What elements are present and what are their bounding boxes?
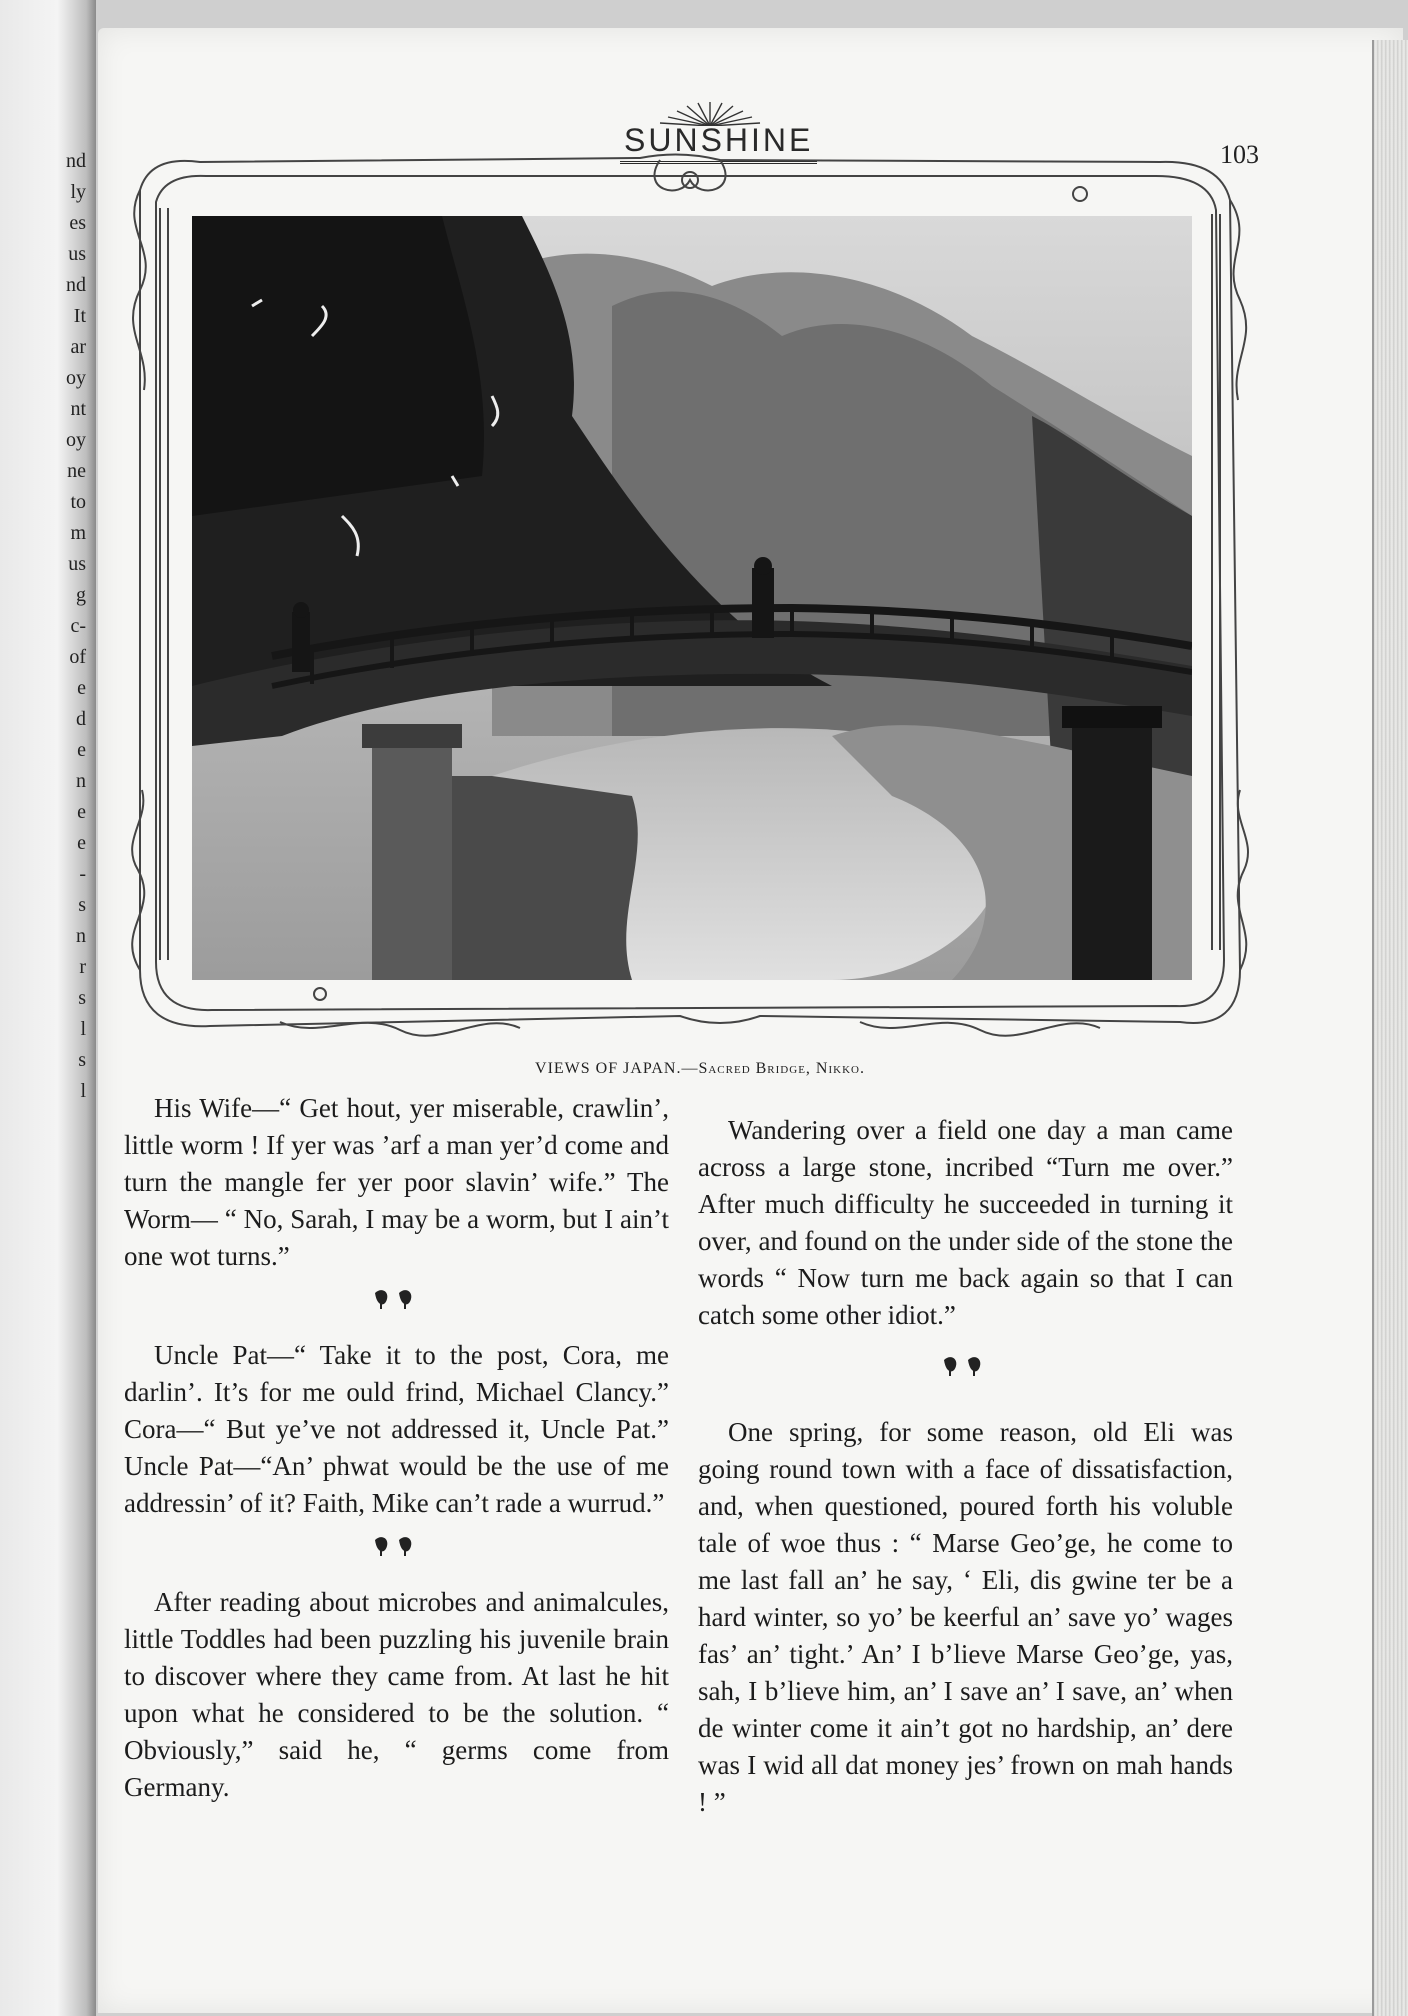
- joke-toddles: After reading about microbes and animalcules, little Toddles had been puzzling his juvenile brain to discover where they came from. At last he hit upon what he considered to be the solution. “ Obviously,” said he, “ germs come from Germany.: [124, 1587, 669, 1802]
- facing-page-text-fragment: nd: [66, 274, 86, 296]
- facing-page-text-fragment: es: [69, 212, 86, 234]
- left-column: [124, 1090, 669, 1806]
- facing-page-text-fragment: e: [77, 739, 86, 761]
- facing-page-text-fragment: of: [69, 646, 86, 668]
- facing-page-text-fragment: n: [76, 770, 86, 792]
- facing-page-text-fragment: nt: [70, 398, 86, 420]
- joke-old-eli: One spring, for some reason, old Eli was going round town with a face of dissatisfaction, and, when questioned, poured forth his voluble tale of woe thus : “ Marse Geo’ge, he come to me last fall an’ he say, ‘ Eli, dis gwine ter be a hard winter, so yo’ be keerful an’ save yo’ wages fas’ an’ tight.’ An’ I b’lieve Marse Geo’ge, yas, sah, I b’lieve him, an’ I save an’ I save, an’ when de winter come it ain’t got no hardship, an’ dere was I wid all dat money jes’ frown on mah hands ! ”: [698, 1417, 1233, 1817]
- masthead-title: SUNSHINE: [620, 122, 817, 164]
- section-divider: [698, 1352, 1233, 1392]
- facing-page-text-fragment: n: [76, 925, 86, 947]
- page-number: 103: [1220, 140, 1259, 169]
- joke-uncle-pat: Uncle Pat—“ Take it to the post, Cora, me darlin’. It’s for me ould frind, Michael Clancy.” Cora—“ But ye’ve not addressed it, Uncle Pat.” Uncle Pat—“An’ phwat would be the use of me addressin’ of it? Faith, Mike can’t rade a wurrud.”: [124, 1340, 669, 1518]
- caption-title: Sacred Bridge, Nikko.: [698, 1060, 865, 1077]
- facing-page-text-fragment: oy: [66, 367, 86, 389]
- facing-page-edge: [0, 0, 96, 2016]
- facing-page-text-fragment: s: [78, 894, 86, 916]
- facing-page-text-fragment: r: [79, 956, 86, 978]
- facing-page-text-fragment: us: [68, 243, 86, 265]
- section-divider: [124, 1532, 669, 1572]
- ornate-photo-frame: [120, 150, 1260, 1050]
- facing-page-text-fragment: ne: [67, 460, 86, 482]
- facing-page-text-fragment: e: [77, 832, 86, 854]
- facing-page-text-fragment: ar: [70, 336, 86, 358]
- right-column: [698, 1112, 1233, 1821]
- photo-caption: [130, 1060, 1270, 1078]
- sacred-bridge-photograph: [192, 216, 1192, 980]
- facing-page-text-fragment: us: [68, 553, 86, 575]
- leaf-ornament-icon: [936, 1352, 996, 1382]
- facing-page-text-fragment: m: [70, 522, 86, 544]
- leaf-ornament-icon: [367, 1532, 427, 1562]
- facing-page-text-fragment: It: [73, 305, 86, 327]
- facing-page-text-fragment: to: [70, 491, 86, 513]
- facing-page-text-fragment: ly: [70, 181, 86, 203]
- bridge-photo-rendering: [192, 216, 1192, 980]
- caption-lead: VIEWS OF JAPAN.—: [535, 1060, 699, 1077]
- facing-page-text-fragment: s: [78, 987, 86, 1009]
- facing-page-text-fragment: l: [80, 1018, 86, 1040]
- page-stack-edge: [1372, 40, 1408, 2016]
- facing-page-text-fragment: e: [77, 801, 86, 823]
- joke-stone: Wandering over a field one day a man came across a large stone, incribed “Turn me over.” After much difficulty he succeeded in turning it over, and found on the under side of the stone the words “ Now turn me back again so that I can catch some other idiot.”: [698, 1115, 1233, 1330]
- facing-page-text-fragment: d: [76, 708, 86, 730]
- facing-page-text-fragment: e: [77, 677, 86, 699]
- section-divider: [124, 1285, 669, 1325]
- joke-worm: His Wife—“ Get hout, yer miserable, crawlin’, little worm ! If yer was ’arf a man yer’d come and turn the mangle fer yer poor slavin’ wife.” The Worm— “ No, Sarah, I may be a worm, but I ain’t one wot turns.”: [124, 1093, 669, 1271]
- facing-page-text-fragment: nd: [66, 150, 86, 172]
- facing-page-text-fragment: l: [80, 1080, 86, 1102]
- leaf-ornament-icon: [367, 1285, 427, 1315]
- facing-page-text-fragment: c-: [70, 615, 86, 637]
- facing-page-text-fragment: g: [76, 584, 86, 606]
- facing-page-text-fragment: oy: [66, 429, 86, 451]
- facing-page-text-fragment: s: [78, 1049, 86, 1071]
- facing-page-text-fragment: -: [79, 863, 86, 885]
